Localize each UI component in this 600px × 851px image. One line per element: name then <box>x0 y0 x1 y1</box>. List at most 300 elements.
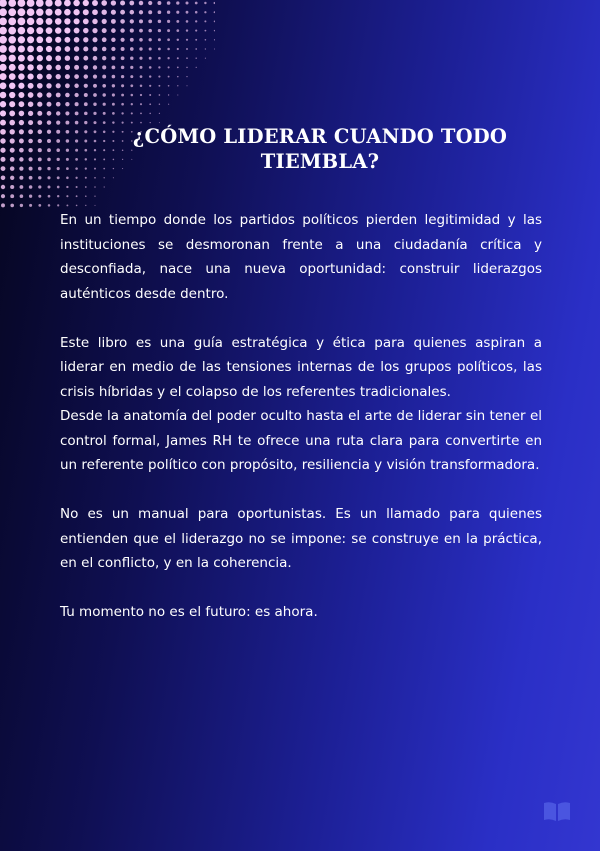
halftone-dot <box>148 29 152 33</box>
halftone-dot <box>176 11 179 14</box>
halftone-dot <box>48 186 51 189</box>
halftone-dot <box>65 111 69 115</box>
halftone-dot <box>28 74 34 80</box>
halftone-dot <box>66 139 69 142</box>
halftone-dot <box>19 148 24 153</box>
halftone-dot <box>159 94 161 96</box>
halftone-dot <box>28 139 33 144</box>
halftone-dot <box>130 84 133 87</box>
halftone-dot <box>167 29 170 32</box>
halftone-dot <box>93 56 98 61</box>
halftone-dot <box>83 19 89 25</box>
halftone-dot <box>196 67 197 68</box>
halftone-dot <box>74 56 79 61</box>
halftone-dot <box>85 195 87 197</box>
halftone-dot <box>74 84 79 89</box>
halftone-dot <box>102 47 107 52</box>
halftone-dot <box>168 66 170 68</box>
halftone-dot <box>57 186 60 189</box>
halftone-dot <box>185 1 188 4</box>
halftone-dot <box>10 194 14 198</box>
halftone-dot <box>84 93 88 97</box>
halftone-dot <box>28 148 32 152</box>
halftone-dot <box>139 29 143 33</box>
halftone-dot <box>66 167 69 170</box>
halftone-dot <box>205 48 206 49</box>
halftone-dot <box>66 204 68 206</box>
halftone-dot <box>93 47 98 52</box>
halftone-dot <box>65 121 69 125</box>
halftone-dot <box>140 112 142 114</box>
halftone-dot <box>186 29 188 31</box>
halftone-dot <box>130 29 134 33</box>
halftone-dot <box>18 36 25 43</box>
halftone-dot <box>46 64 52 70</box>
halftone-dot <box>1 166 6 171</box>
halftone-dot <box>28 120 33 125</box>
halftone-dot <box>0 129 6 135</box>
halftone-dot <box>158 10 162 14</box>
halftone-dot <box>112 112 115 115</box>
halftone-dot <box>167 1 171 5</box>
halftone-dot <box>94 196 95 197</box>
halftone-dot <box>1 176 6 181</box>
halftone-dot <box>9 101 15 107</box>
halftone-dot <box>65 93 70 98</box>
halftone-dot <box>27 55 34 62</box>
halftone-dot <box>139 1 143 5</box>
halftone-dot <box>9 64 16 71</box>
halftone-dot <box>66 158 69 161</box>
halftone-dot <box>20 204 23 207</box>
halftone-dot <box>94 205 95 206</box>
halftone-dot <box>57 167 60 170</box>
halftone-dot <box>75 149 78 152</box>
halftone-dot <box>0 92 6 99</box>
halftone-dot <box>18 83 24 89</box>
halftone-dot <box>140 103 142 105</box>
halftone-dot <box>205 30 207 32</box>
halftone-dot <box>56 102 61 107</box>
halftone-dot <box>177 94 178 95</box>
halftone-dot <box>0 54 7 61</box>
halftone-dot <box>47 158 51 162</box>
halftone-dot <box>20 194 24 198</box>
halftone-dot <box>121 84 124 87</box>
halftone-dot <box>1 203 5 207</box>
halftone-dot <box>177 85 178 86</box>
halftone-dot <box>112 84 115 87</box>
halftone-dot <box>121 66 125 70</box>
halftone-dot <box>93 93 97 97</box>
halftone-dot <box>83 56 88 61</box>
halftone-dot <box>112 66 116 70</box>
halftone-dot <box>27 8 35 16</box>
halftone-dot <box>0 73 7 80</box>
halftone-dot <box>101 9 106 14</box>
halftone-dot <box>204 11 206 13</box>
halftone-dot <box>195 20 197 22</box>
halftone-dot <box>0 18 7 26</box>
halftone-dot <box>102 93 105 96</box>
halftone-dot <box>74 18 80 24</box>
halftone-dot <box>130 10 135 15</box>
halftone-dot <box>46 37 52 43</box>
halftone-dot <box>102 84 106 88</box>
halftone-dot <box>37 46 44 53</box>
halftone-dot <box>46 92 51 97</box>
halftone-dot <box>56 74 61 79</box>
halftone-dot <box>214 39 215 40</box>
halftone-dot <box>130 19 134 23</box>
halftone-dot <box>38 204 41 207</box>
halftone-dot <box>130 56 133 59</box>
halftone-dot <box>84 149 87 152</box>
halftone-dot <box>103 103 106 106</box>
halftone-dot <box>56 111 60 115</box>
halftone-dot <box>168 94 169 95</box>
halftone-dot <box>46 83 51 88</box>
halftone-dot <box>64 18 70 24</box>
halftone-dot <box>0 36 7 44</box>
halftone-dot <box>36 8 43 15</box>
halftone-dot <box>0 82 6 89</box>
halftone-dot <box>38 148 42 152</box>
halftone-dot <box>47 111 52 116</box>
halftone-dot <box>8 36 16 44</box>
halftone-dot <box>45 0 52 7</box>
halftone-dot <box>64 37 70 43</box>
halftone-dot <box>158 20 161 23</box>
halftone-dot <box>149 75 151 77</box>
halftone-dot <box>65 65 70 70</box>
halftone-dot <box>148 10 152 14</box>
halftone-dot <box>55 27 61 33</box>
halftone-dot <box>28 129 33 134</box>
halftone-dot <box>92 28 97 33</box>
halftone-dot <box>28 83 34 89</box>
halftone-dot <box>64 28 70 34</box>
halftone-dot <box>139 10 143 14</box>
halftone-dot <box>195 2 198 5</box>
halftone-dot <box>64 0 71 6</box>
halftone-dot <box>92 0 98 6</box>
halftone-dot <box>186 85 187 86</box>
halftone-dot <box>139 47 142 50</box>
halftone-dot <box>93 112 96 115</box>
halftone-dot <box>121 103 124 106</box>
halftone-dot <box>75 130 78 133</box>
halftone-dot <box>74 28 80 34</box>
halftone-dot <box>0 101 6 107</box>
halftone-dot <box>37 64 43 70</box>
halftone-dot <box>9 55 16 62</box>
halftone-dot <box>159 103 160 104</box>
halftone-dot <box>10 176 14 180</box>
halftone-dot <box>18 18 26 26</box>
halftone-dot <box>20 185 24 189</box>
halftone-dot <box>9 92 15 98</box>
halftone-dot <box>0 64 7 71</box>
halftone-dot <box>121 75 124 78</box>
halftone-dot <box>10 166 15 171</box>
halftone-dot <box>1 185 5 189</box>
halftone-dot <box>195 11 198 14</box>
halftone-dot <box>73 0 80 6</box>
halftone-dot <box>111 10 116 15</box>
halftone-dot <box>27 18 34 26</box>
paragraph-author-offer: Desde la anatomía del poder oculto hasta el arte de liderar sin tener el control formal, James RH te ofrece una ruta clara para convertirte en un referente político con propósito, resiliencia y visión transformadora. <box>60 408 542 473</box>
halftone-dot <box>214 11 215 13</box>
halftone-dot <box>64 9 71 16</box>
halftone-dot <box>195 30 197 32</box>
halftone-dot <box>177 76 179 78</box>
halftone-dot <box>9 45 16 52</box>
halftone-dot <box>19 111 25 117</box>
halftone-dot <box>28 92 34 98</box>
halftone-dot <box>19 157 23 161</box>
halftone-dot <box>74 93 78 97</box>
halftone-dot <box>46 74 52 80</box>
halftone-dot <box>74 37 80 43</box>
halftone-dot <box>92 37 97 42</box>
halftone-dot <box>38 139 42 143</box>
halftone-dot <box>102 19 107 24</box>
halftone-dot <box>47 139 51 143</box>
halftone-dot <box>56 83 61 88</box>
halftone-dot <box>102 28 107 33</box>
halftone-dot <box>112 93 115 96</box>
halftone-dot <box>102 65 106 69</box>
halftone-dot <box>158 48 161 51</box>
halftone-dot <box>55 18 62 25</box>
halftone-dot <box>47 120 51 124</box>
halftone-dot <box>56 93 61 98</box>
halftone-dot <box>186 67 188 69</box>
halftone-dot <box>186 20 189 23</box>
halftone-dot <box>29 204 32 207</box>
halftone-dot <box>120 10 125 15</box>
halftone-dot <box>149 38 152 41</box>
halftone-dot <box>101 0 107 6</box>
halftone-dot <box>140 94 142 96</box>
halftone-dot <box>66 177 69 180</box>
halftone-dot <box>204 20 206 22</box>
halftone-dot <box>56 130 60 134</box>
halftone-dot <box>55 9 62 16</box>
halftone-dot <box>66 149 69 152</box>
halftone-dot <box>27 27 34 34</box>
halftone-dot <box>93 102 96 105</box>
halftone-dot <box>47 130 51 134</box>
halftone-dot <box>37 102 42 107</box>
halftone-dot <box>0 148 5 153</box>
halftone-dot <box>19 166 23 170</box>
halftone-dot <box>29 167 33 171</box>
halftone-dot <box>8 18 16 26</box>
halftone-dot <box>46 46 52 52</box>
halftone-dot <box>149 85 151 87</box>
halftone-dot <box>0 138 5 143</box>
halftone-dot <box>148 1 152 5</box>
halftone-dot <box>83 0 89 6</box>
halftone-dot <box>37 74 43 80</box>
halftone-dot <box>38 176 41 179</box>
halftone-dot <box>139 38 143 42</box>
halftone-dot <box>204 2 206 4</box>
halftone-dot <box>29 176 33 180</box>
halftone-dot <box>83 37 88 42</box>
halftone-dot <box>140 85 143 88</box>
halftone-dot <box>0 27 7 35</box>
halftone-dot <box>48 204 51 207</box>
paragraph-about-book: Este libro es una guía estratégica y ética para quienes aspiran a liderar en medio de las tensiones internas de los grupos políticos, las crisis híbridas y el colapso de los referentes tradicionales. <box>60 334 542 400</box>
halftone-dot <box>168 104 169 105</box>
halftone-dot <box>186 11 189 14</box>
halftone-dot <box>0 45 7 53</box>
halftone-dot <box>168 76 170 78</box>
paragraph-intro: En un tiempo donde los partidos políticos pierden legitimidad y las instituciones se desmoronan frente a una ciudadanía crítica y desconfiada, nace una nueva oportunidad: construir liderazgos auténticos desde dentro. <box>60 212 542 302</box>
halftone-dot <box>158 85 160 87</box>
halftone-dot <box>167 20 170 23</box>
halftone-dot <box>18 55 25 62</box>
publisher-logo-icon <box>542 799 572 823</box>
halftone-dot <box>176 20 179 23</box>
halftone-dot <box>0 120 6 126</box>
halftone-dot <box>65 55 70 60</box>
halftone-dot <box>111 56 115 60</box>
halftone-dot <box>38 130 43 135</box>
halftone-dot <box>75 139 78 142</box>
halftone-dot <box>168 85 170 87</box>
halftone-dot <box>186 76 187 77</box>
halftone-dot <box>46 18 53 25</box>
halftone-dot <box>186 48 188 50</box>
halftone-dot <box>159 122 160 123</box>
halftone-dot <box>37 92 42 97</box>
halftone-dot <box>0 0 7 7</box>
halftone-dot <box>85 167 87 169</box>
halftone-dot <box>158 38 161 41</box>
paragraph-closing: Tu momento no es el futuro: es ahora. <box>60 604 318 620</box>
halftone-dot <box>186 57 188 59</box>
halftone-dot <box>214 48 215 49</box>
halftone-dot <box>75 158 78 161</box>
halftone-dot <box>84 112 88 116</box>
halftone-dot <box>94 186 96 188</box>
halftone-dot <box>37 120 42 125</box>
halftone-dot <box>92 19 97 24</box>
halftone-dot <box>83 28 89 34</box>
halftone-dot <box>149 103 151 105</box>
halftone-dot <box>177 48 179 50</box>
halftone-dot <box>83 9 89 15</box>
halftone-dot <box>46 55 52 61</box>
halftone-dot <box>93 65 97 69</box>
halftone-dot <box>10 157 15 162</box>
halftone-dot <box>73 9 79 15</box>
halftone-dot <box>29 195 32 198</box>
halftone-dot <box>131 94 134 97</box>
halftone-dot <box>103 112 106 115</box>
halftone-dot <box>148 20 152 24</box>
halftone-dot <box>47 167 50 170</box>
halftone-dot <box>47 148 51 152</box>
halftone-dot <box>10 204 14 208</box>
halftone-dot <box>113 177 114 178</box>
halftone-dot <box>102 56 106 60</box>
halftone-dot <box>120 0 125 5</box>
halftone-dot <box>167 48 170 51</box>
halftone-dot <box>1 194 5 198</box>
halftone-dot <box>75 167 78 170</box>
halftone-dot <box>55 46 61 52</box>
halftone-dot <box>102 75 106 79</box>
halftone-dot <box>149 66 152 69</box>
halftone-dot <box>158 29 161 32</box>
halftone-dot <box>214 2 215 4</box>
halftone-dot <box>104 186 105 187</box>
halftone-dot <box>121 56 125 60</box>
halftone-dot <box>19 120 24 125</box>
halftone-dot <box>36 18 43 25</box>
halftone-dot <box>8 27 16 35</box>
halftone-dot <box>55 55 61 61</box>
halftone-dot <box>37 83 43 89</box>
halftone-dot <box>167 57 169 59</box>
halftone-dot <box>29 157 33 161</box>
halftone-dot <box>85 158 87 160</box>
halftone-dot <box>121 112 123 114</box>
halftone-dot <box>121 47 125 51</box>
halftone-dot <box>18 27 26 35</box>
halftone-dot <box>46 27 53 34</box>
halftone-dot <box>38 157 42 161</box>
paragraph-call: No es un manual para oportunistas. Es un llamado para quienes entienden que el liderazgo no se impone: se construye en la práctica, en el conflicto, y en la coherencia. <box>60 506 542 571</box>
halftone-dot <box>158 66 160 68</box>
halftone-dot <box>214 21 215 23</box>
halftone-dot <box>130 75 133 78</box>
halftone-dot <box>149 57 152 60</box>
halftone-dot <box>27 36 34 43</box>
halftone-dot <box>18 64 25 71</box>
halftone-dot <box>65 74 70 79</box>
halftone-dot <box>177 57 179 59</box>
halftone-dot <box>94 177 96 179</box>
halftone-dot <box>102 37 107 42</box>
halftone-dot <box>111 19 116 24</box>
halftone-dot <box>177 39 179 41</box>
halftone-dot <box>57 158 60 161</box>
halftone-dot <box>9 83 16 90</box>
halftone-dot <box>112 103 115 106</box>
halftone-dot <box>10 138 15 143</box>
halftone-dot <box>37 55 43 61</box>
halftone-dot <box>76 186 78 188</box>
halftone-dot <box>76 195 78 197</box>
halftone-dot <box>75 111 79 115</box>
halftone-dot <box>10 185 14 189</box>
halftone-dot <box>74 74 79 79</box>
halftone-dot <box>66 130 70 134</box>
halftone-dot <box>176 29 179 32</box>
halftone-dot <box>103 177 104 178</box>
halftone-dot <box>130 47 134 51</box>
halftone-dot <box>19 129 24 134</box>
halftone-dot <box>84 121 87 124</box>
halftone-dot <box>84 84 88 88</box>
halftone-dot <box>56 139 60 143</box>
